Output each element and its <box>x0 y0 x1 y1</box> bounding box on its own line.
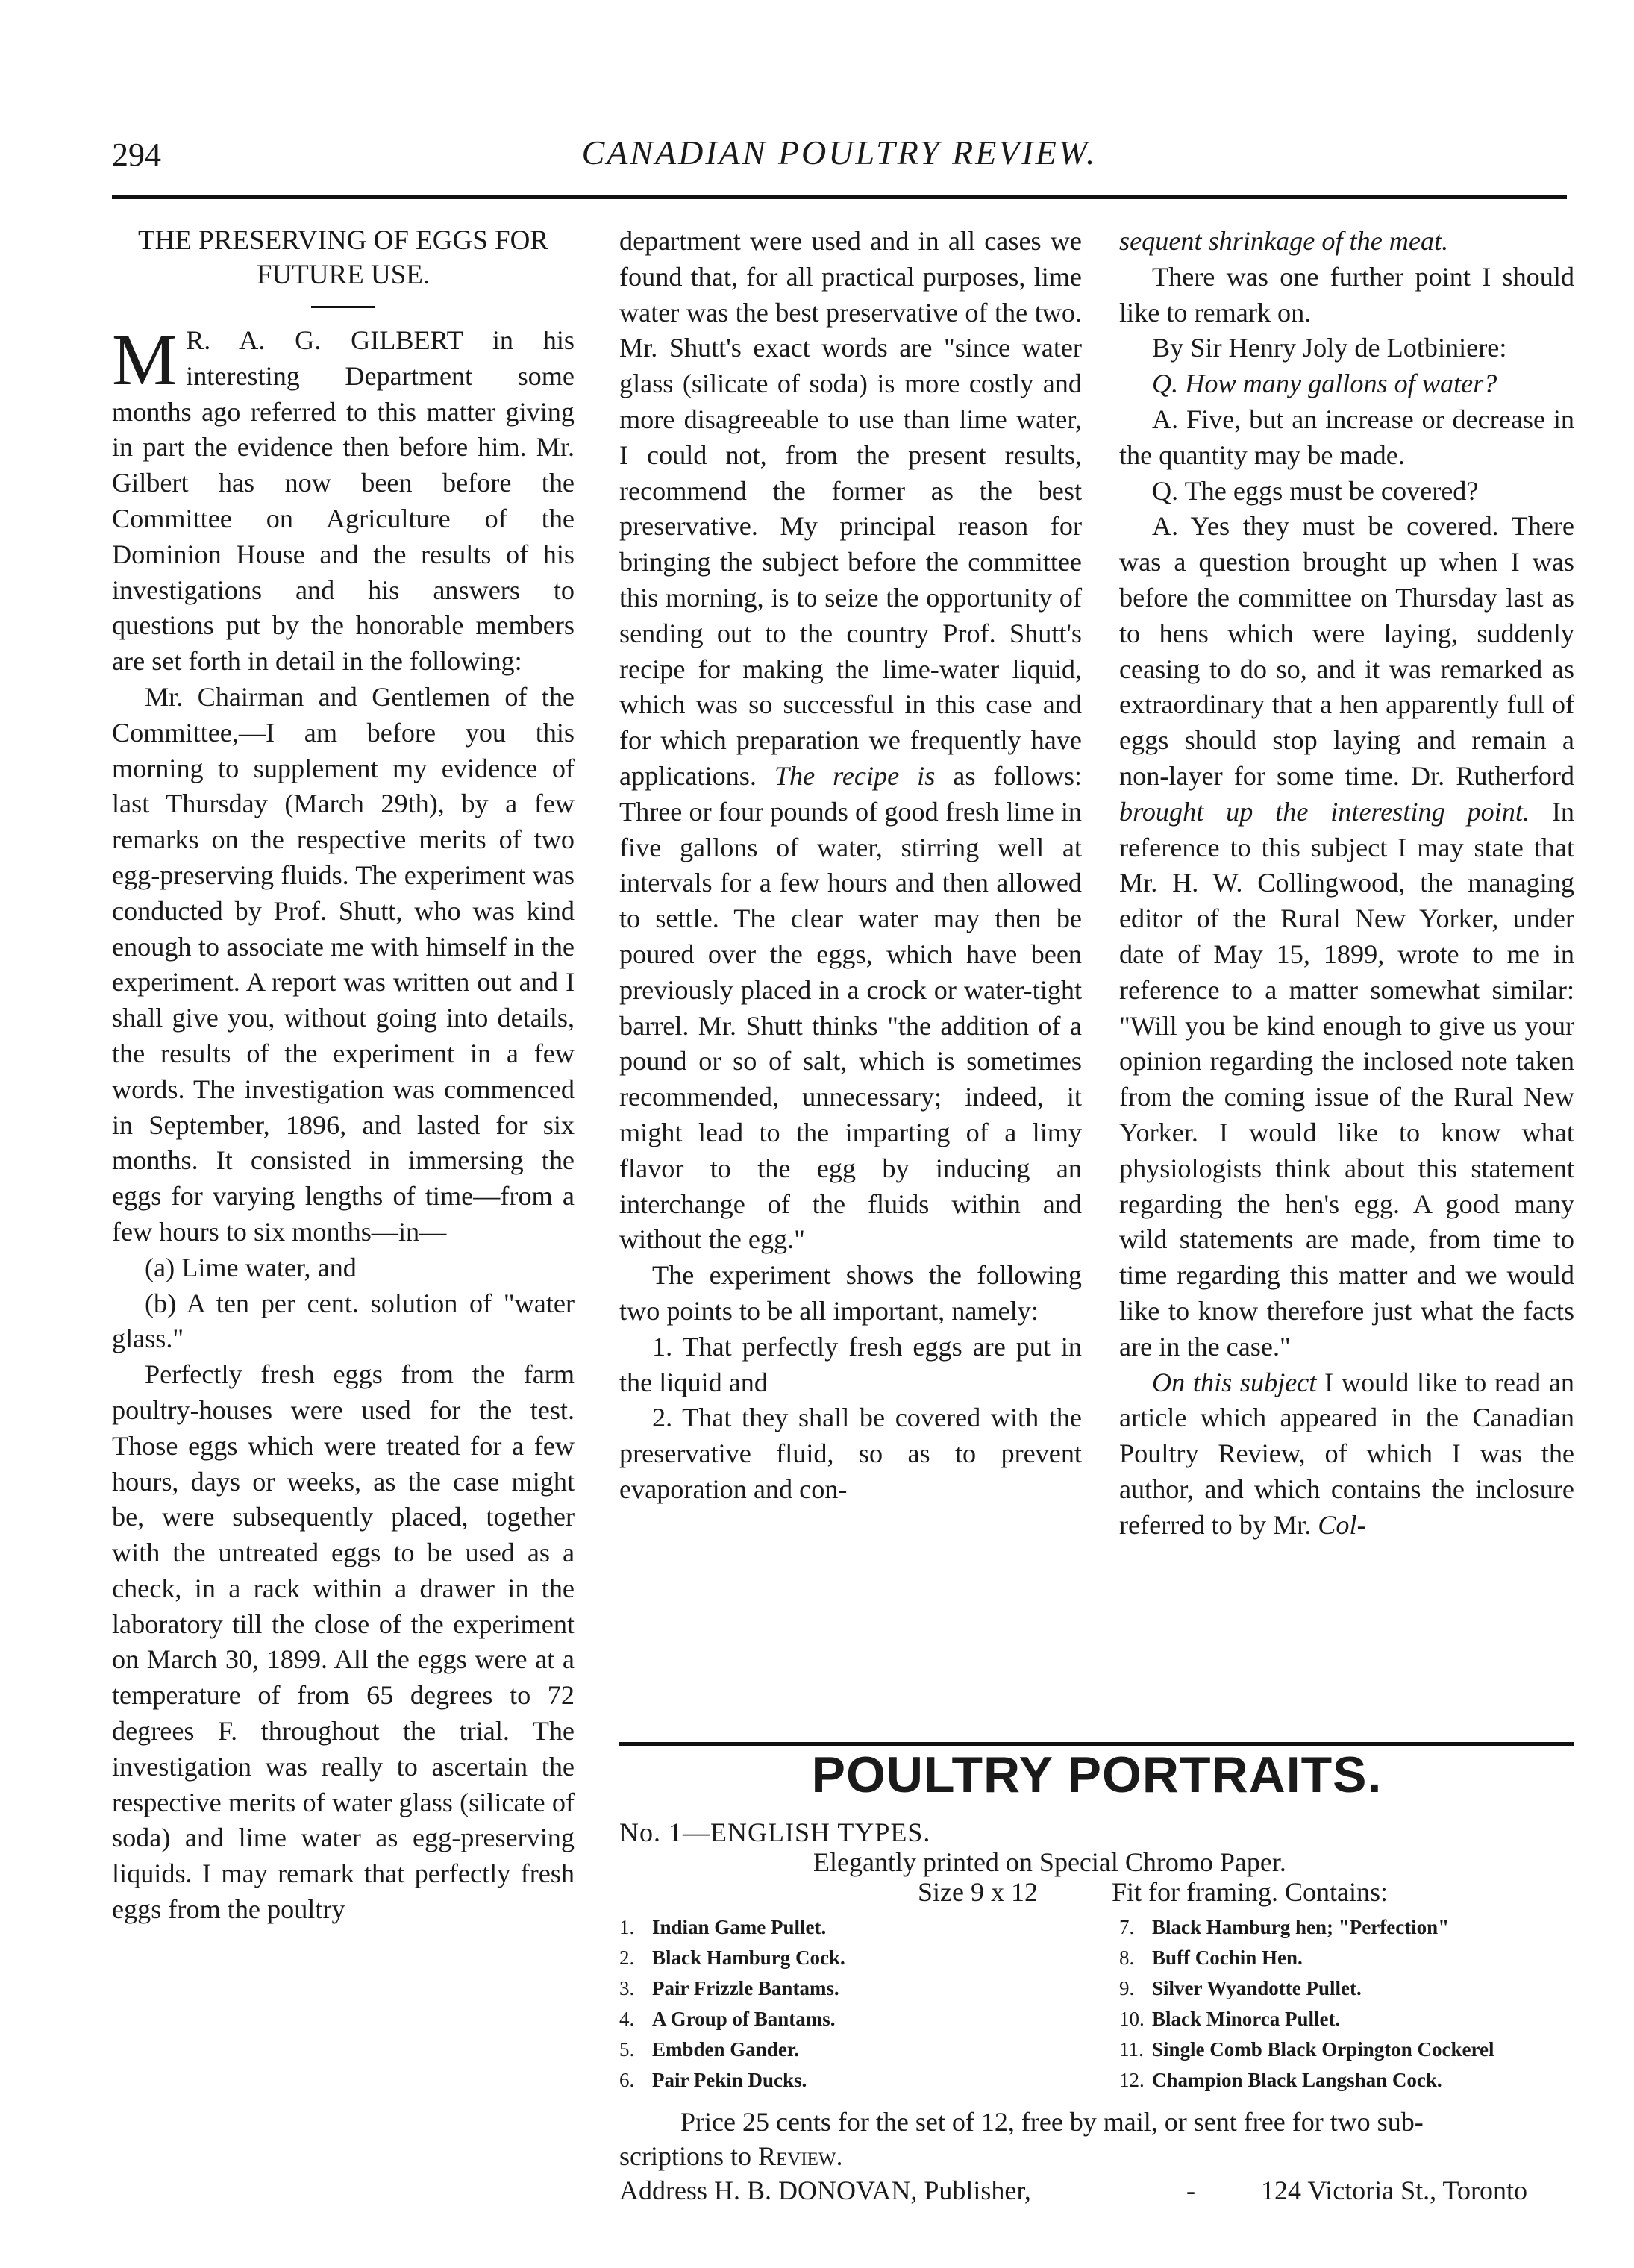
running-title: CANADIAN POULTRY REVIEW. <box>581 134 1098 172</box>
plate-list-item: 4. A Group of Bantams. <box>619 2008 836 2030</box>
plate-list-item: 10. Black Minorca Pullet. <box>1119 2008 1341 2030</box>
plate-list-item: 7. Black Hamburg hen; "Perfection" <box>1119 1916 1450 1938</box>
article-column-3 <box>1119 224 1574 1543</box>
article-column-1 <box>112 224 575 1928</box>
question-1: Q. How many gallons of water? <box>1152 369 1497 399</box>
article-paragraph-9: On this subject I would like to read an article which appeared in the Canadian Poultry Review, of which I was the author, and which contains the inclosure referred to by Mr. Col- <box>1119 1367 1574 1540</box>
article-list-item-b: (b) A ten per cent. solution of "water glass." <box>112 1288 575 1354</box>
plate-list-left <box>619 1912 1097 2096</box>
advertisement: POULTRY PORTRAITS. No. 1—ENGLISH TYPES. Elegantly printed on Special Chromo Paper. Size 9 x 12 Fit for framing. Contains: 1. Indian Game Pullet. 2. Black Hamburg Cock. 3. Pair Frizzle Bantams. 4. A Group of Bantams. 5. Embden Gander. 6. Pair Pekin Ducks. 7. Black Hamburg hen; "Perfection" 8. Buff Cochin Hen. 9. Silver Wyandotte Pullet. 10. Black Minorca Pullet. 11. Single Comb Black Orpington Cockerel 12. Champion Black Langshan Cock. Price 25 cents for the set of 12, free by mail, or sent free for two sub- scriptions to Review. Address H. B. DONOVAN, Publisher, - 124 Victoria St., Toronto <box>619 1742 1574 2175</box>
plate-list-item: 2. Black Hamburg Cock. <box>619 1946 845 1969</box>
header-rule <box>112 195 1567 199</box>
advertisement-fit: Fit for framing. Contains: <box>1112 1877 1388 1907</box>
article-paragraph-7: There was one further point I should like to remark on. <box>1119 261 1574 328</box>
answer-1: A. Five, but an increase or decrease in the quantity may be made. <box>1119 404 1574 470</box>
plate-list-item: 6. Pair Pekin Ducks. <box>619 2069 807 2091</box>
title-divider <box>311 306 375 308</box>
article-paragraph-8: By Sir Henry Joly de Lotbiniere: <box>1152 333 1507 363</box>
plate-list-item: 12. Champion Black Langshan Cock. <box>1119 2069 1442 2091</box>
plate-list-item: 3. Pair Frizzle Bantams. <box>619 1977 839 1999</box>
article-paragraph-3: Perfectly fresh eggs from the farm poultry-houses were used for the test. Those eggs which were treated for a few hours, days or weeks, as the case might be, were subsequently placed, together with the untreated eggs to be used as a check, in a rack within a drawer in the laboratory till the close of the experiment on March 30, 1899. All the eggs were at a temperature of from 65 degrees to 72 degrees F. throughout the trial. The investigation was really to ascertain the respective merits of water glass (silicate of soda) and lime water as egg-preserving liquids. I may remark that perfectly fresh eggs from the poultry <box>112 1359 575 1925</box>
advertisement-size: Size 9 x 12 <box>918 1877 1038 1907</box>
question-2: Q. The eggs must be covered? <box>1152 475 1479 506</box>
plate-list-item: 11. Single Comb Black Orpington Cockerel <box>1119 2038 1494 2061</box>
page-number: 294 <box>112 137 161 173</box>
article-paragraph-5: The experiment shows the following two points to be all important, namely: <box>619 1260 1082 1326</box>
plate-list-item: 9. Silver Wyandotte Pullet. <box>1119 1977 1362 1999</box>
advertisement-title: POULTRY PORTRAITS. <box>811 1747 1383 1803</box>
advertisement-price: Price 25 cents for the set of 12, free by mail, or sent free for two sub- scriptions to Review. <box>619 2107 1424 2171</box>
article-column-2 <box>619 224 1082 1508</box>
plate-list-item: 8. Buff Cochin Hen. <box>1119 1946 1303 1969</box>
page-header <box>112 127 1567 194</box>
article-paragraph-4: department were used and in all cases we found that, for all practical purposes, lime water was the best preservative of the two. Mr. Shutt's exact words are "since water glass (silicate of soda) is more costly and more disagreeable to use than lime water, I could not, from the present results, recommend the former as the best preservative. My principal reason for bringing the subject before the committee this morning, is to seize the opportunity of sending out to the country Prof. Shutt's recipe for making the lime-water liquid, which was so successful in this case and for which preparation we frequently have applications. The recipe is as follows: Three or four pounds of good fresh lime in five gallons of water, stirring well at intervals for a few hours and then allowed to settle. The clear water may then be poured over the eggs, which have been previously placed in a crock or water-tight barrel. Mr. Shutt thinks "the addition of a pound or so of salt, which is sometimes recommended, unnecessary; indeed, it might lead to the imparting of a limy flavor to the egg by inducing an interchange of the fluids within and without the egg." <box>619 226 1082 1255</box>
plate-list-item: 5. Embden Gander. <box>619 2038 800 2061</box>
advertisement-series: No. 1—ENGLISH TYPES. <box>619 1817 931 1847</box>
article-paragraph-1: M R. A. G. GILBERT in his interesting Department some months ago referred to this matter giving in part the evidence then before him. Mr. Gilbert has now been before the Committee on Agriculture of the Dominion House and the results of his investigations and his answers to questions put by the honorable members are set forth in detail in the following: <box>112 320 575 677</box>
article-paragraph-2: Mr. Chairman and Gentlemen of the Committee,—I am before you this morning to supplement my evidence of last Thursday (March 29th), by a few remarks on the respective merits of two egg-preserving fluids. The experiment was conducted by Prof. Shutt, who was kind enough to associate me with himself in the experiment. A report was written out and I shall give you, without going into details, the results of the experiment in a few words. The investigation was commenced in September, 1896, and lasted for six months. It consisted in immersing the eggs for varying lengths of time—from a few hours to six months—in— <box>112 681 575 1247</box>
answer-2: A. Yes they must be covered. There was a question brought up when I was before the committee on Thursday last as to hens which were laying, suddenly ceasing to do so, and it was remarked as extraordinary that a hen apparently full of eggs should stop laying and remain a non-layer for some time. Dr. Rutherford brought up the interesting point. In reference to this subject I may state that Mr. H. W. Collingwood, the managing editor of the Rural New Yorker, under date of May 15, 1899, wrote to me in reference to a matter somewhat similar: "Will you be kind enough to give us your opinion regarding the inclosed note taken from the coming issue of the Rural New Yorker. I would like to know what physiologists think about this statement regarding the hen's egg. A good many wild statements are made, from time to time regarding this matter and we would like to know therefore just what the facts are in the case." <box>1119 511 1574 1362</box>
drop-cap: M <box>112 320 178 401</box>
article-list-item-a: (a) Lime water, and <box>145 1252 357 1282</box>
article-title: THE PRESERVING OF EGGS FOR FUTURE USE. <box>137 225 549 290</box>
plate-list-right <box>1119 1912 1574 2096</box>
article-point-1: 1. That perfectly fresh eggs are put in the liquid and <box>619 1331 1082 1397</box>
advertisement-subtitle: Elegantly printed on Special Chromo Paper. <box>813 1847 1286 1877</box>
article-paragraph-6: sequent shrinkage of the meat. <box>1119 226 1449 256</box>
article-point-2: 2. That they shall be covered with the preservative fluid, so as to prevent evaporation and con- <box>619 1403 1082 1504</box>
plate-list-item: 1. Indian Game Pullet. <box>619 1916 827 1938</box>
